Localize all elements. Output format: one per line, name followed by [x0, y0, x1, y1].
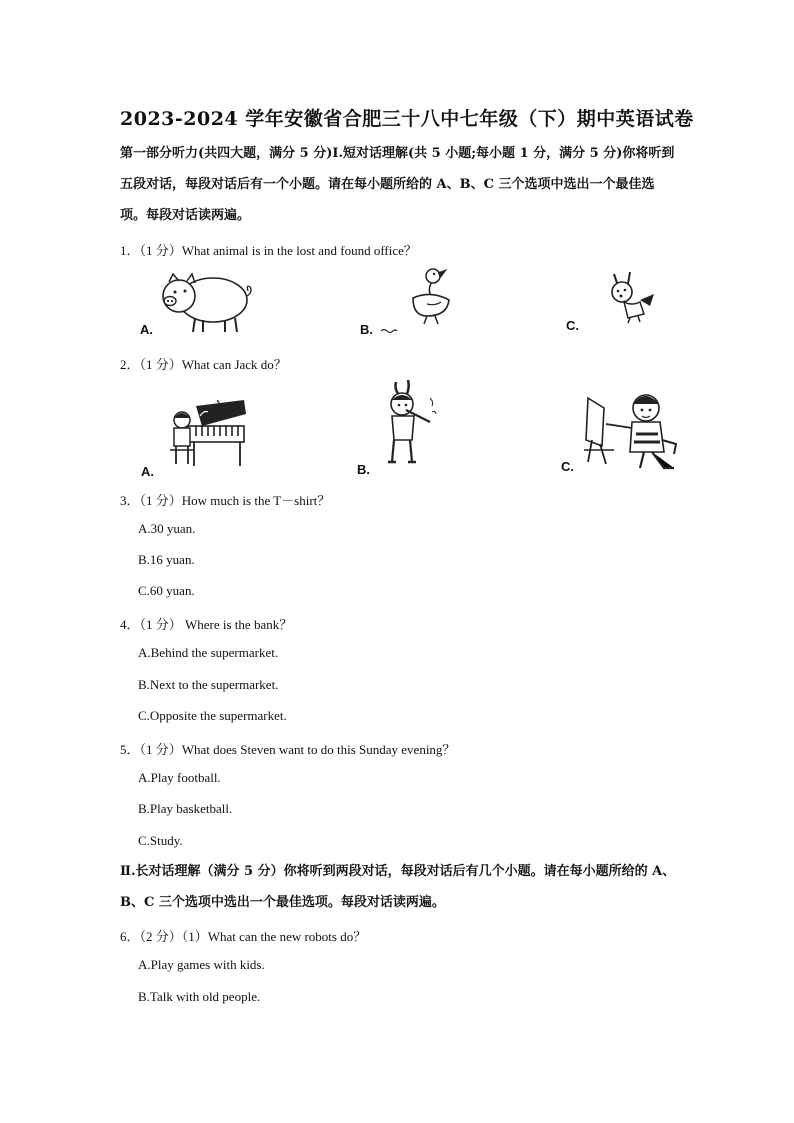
part2-instructions: Ⅱ.长对话理解（满分 5 分）你将听到两段对话，每段对话后有几个小题。请在每小题所给的 A、B、C 三个选项中选出一个最佳选项。每段对话读两遍。	[120, 864, 676, 910]
part1-instructions: 第一部分听力(共四大题，满分 5 分)I.短对话理解(共 5 小题;每小题 1 分，满分 5 分)你将听到五段对话，每段对话后有一个小题。请在每小题所给的 A、B、C 三个选项中选出一个最佳选项。每段对话读两遍。	[120, 146, 675, 223]
q6-option-a: A.Play games with kids.	[138, 957, 265, 972]
q5-option-a: A.Play football.	[138, 770, 221, 785]
q4-option-b: B.Next to the supermarket.	[138, 677, 279, 692]
q6-stem: 6．（2 分）（1）What can the new robots do？	[120, 929, 367, 944]
q3-stem: 3．（1 分）How much is the T－shirt？	[120, 493, 331, 508]
q3-option-b: B.16 yuan.	[138, 552, 195, 567]
q5-stem: 5．（1 分）What does Steven want to do this Sunday evening？	[120, 742, 456, 757]
q2-stem: 2．（1 分）What can Jack do？	[120, 357, 287, 372]
q1-label-c: C.	[566, 318, 579, 333]
q3-option-c: C.60 yuan.	[138, 583, 195, 598]
q2-label-a: A.	[141, 464, 154, 479]
q5-option-c: C.Study.	[138, 833, 183, 848]
q4-option-a: A.Behind the supermarket.	[138, 645, 279, 660]
q6-option-b: B.Talk with old people.	[138, 989, 261, 1004]
painting-boy-image	[582, 390, 682, 472]
q1-label-a: A.	[140, 322, 153, 337]
q2-label-b: B.	[357, 462, 370, 477]
q2-label-c: C.	[561, 459, 574, 474]
q1-stem: 1．（1 分）What animal is in the lost and found office？	[120, 243, 417, 258]
q5-option-b: B.Play basketball.	[138, 801, 233, 816]
water-squiggle-icon	[380, 328, 398, 334]
duck-image	[405, 264, 465, 328]
q1-label-b: B.	[360, 322, 373, 337]
piano-image	[166, 396, 248, 476]
q3-option-a: A.30 yuan.	[138, 521, 196, 536]
q4-stem: 4．（1 分） Where is the bank？	[120, 617, 293, 632]
dog-image	[602, 266, 660, 324]
flute-boy-image	[378, 378, 438, 472]
page-title: 2023-2024 学年安徽省合肥三十八中七年级（下）期中英语试卷	[120, 108, 694, 130]
q4-option-c: C.Opposite the supermarket.	[138, 708, 287, 723]
pig-image	[155, 268, 255, 336]
